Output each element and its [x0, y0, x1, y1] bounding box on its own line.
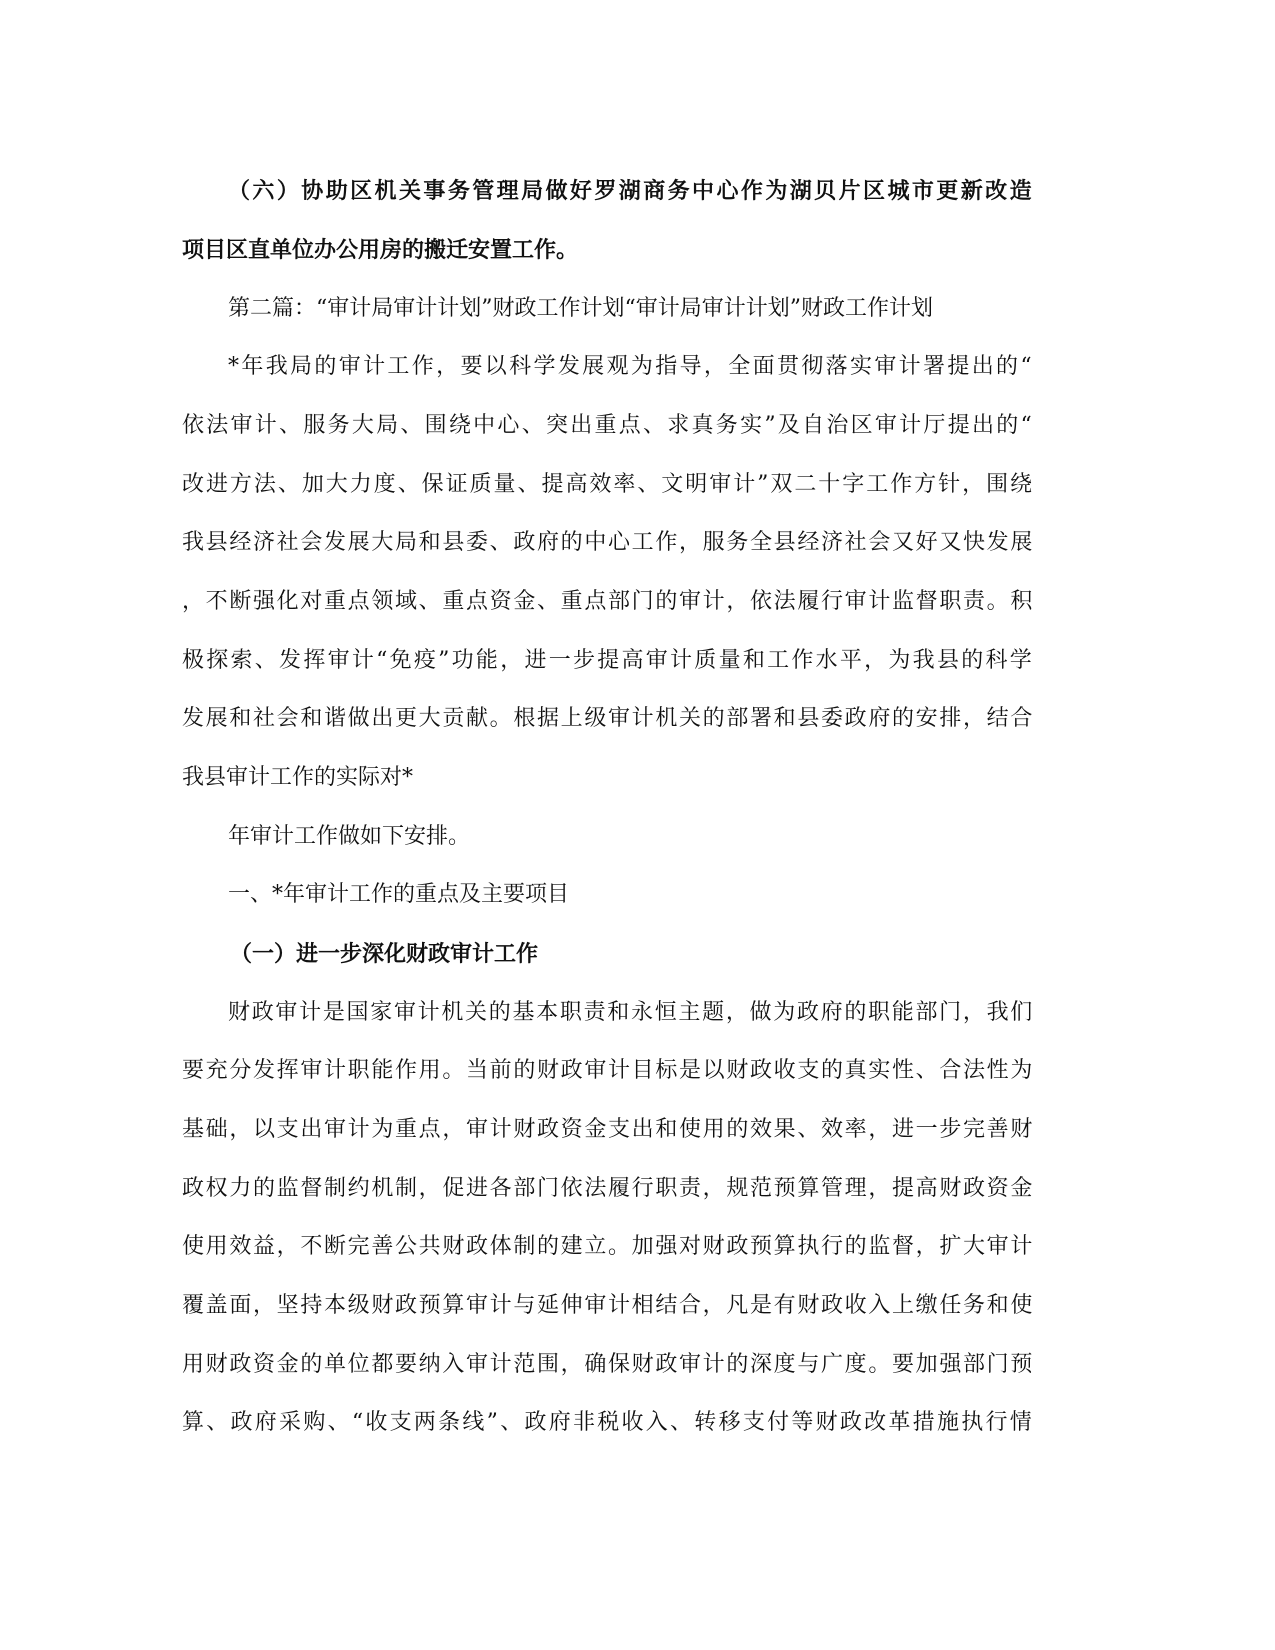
doc-line-2: 项目区直单位办公用房的搬迁安置工作。 [182, 237, 579, 263]
doc-line-7: 我县经济社会发展大局和县委、政府的中心工作，服务全县经济社会又好又快发展 [182, 530, 1034, 555]
doc-line-21: 用财政资金的单位都要纳入审计范围，确保财政审计的深度与广度。要加强部门预 [182, 1352, 1034, 1377]
doc-line-12: 年审计工作做如下安排。 [228, 824, 471, 849]
doc-line-3: 第二篇：“审计局审计计划”财政工作计划“审计局审计计划”财政工作计划 [228, 296, 933, 321]
doc-line-20: 覆盖面，坚持本级财政预算审计与延伸审计相结合，凡是有财政收入上缴任务和使 [182, 1293, 1034, 1318]
doc-line-19: 使用效益，不断完善公共财政体制的建立。加强对财政预算执行的监督，扩大审计 [182, 1234, 1034, 1259]
doc-line-18: 政权力的监督制约机制，促进各部门依法履行职责，规范预算管理，提高财政资金 [182, 1176, 1034, 1201]
doc-line-5: 依法审计、服务大局、围绕中心、突出重点、求真务实”及自治区审计厅提出的“ [182, 413, 1034, 438]
doc-line-14: （一）进一步深化财政审计工作 [230, 941, 539, 967]
doc-line-22: 算、政府采购、“收支两条线”、政府非税收入、转移支付等财政改革措施执行情 [182, 1410, 1034, 1435]
doc-line-9: 极探索、发挥审计“免疫”功能，进一步提高审计质量和工作水平，为我县的科学 [182, 648, 1034, 673]
doc-line-8: ，不断强化对重点领域、重点资金、重点部门的审计，依法履行审计监督职责。积 [182, 589, 1034, 614]
doc-line-6: 改进方法、加大力度、保证质量、提高效率、文明审计”双二十字工作方针，围绕 [182, 472, 1034, 497]
doc-line-17: 基础，以支出审计为重点，审计财政资金支出和使用的效果、效率，进一步完善财 [182, 1117, 1034, 1142]
doc-line-4: *年我局的审计工作，要以科学发展观为指导，全面贯彻落实审计署提出的“ [228, 354, 1034, 379]
doc-line-10: 发展和社会和谐做出更大贡献。根据上级审计机关的部署和县委政府的安排，结合 [182, 706, 1034, 731]
doc-line-1: （六）协助区机关事务管理局做好罗湖商务中心作为湖贝片区城市更新改造 [228, 178, 1034, 204]
doc-line-16: 要充分发挥审计职能作用。当前的财政审计目标是以财政收支的真实性、合法性为 [182, 1058, 1034, 1083]
doc-line-15: 财政审计是国家审计机关的基本职责和永恒主题，做为政府的职能部门，我们 [228, 1000, 1034, 1025]
doc-line-11: 我县审计工作的实际对* [182, 765, 414, 790]
doc-line-13: 一、*年审计工作的重点及主要项目 [228, 882, 570, 907]
